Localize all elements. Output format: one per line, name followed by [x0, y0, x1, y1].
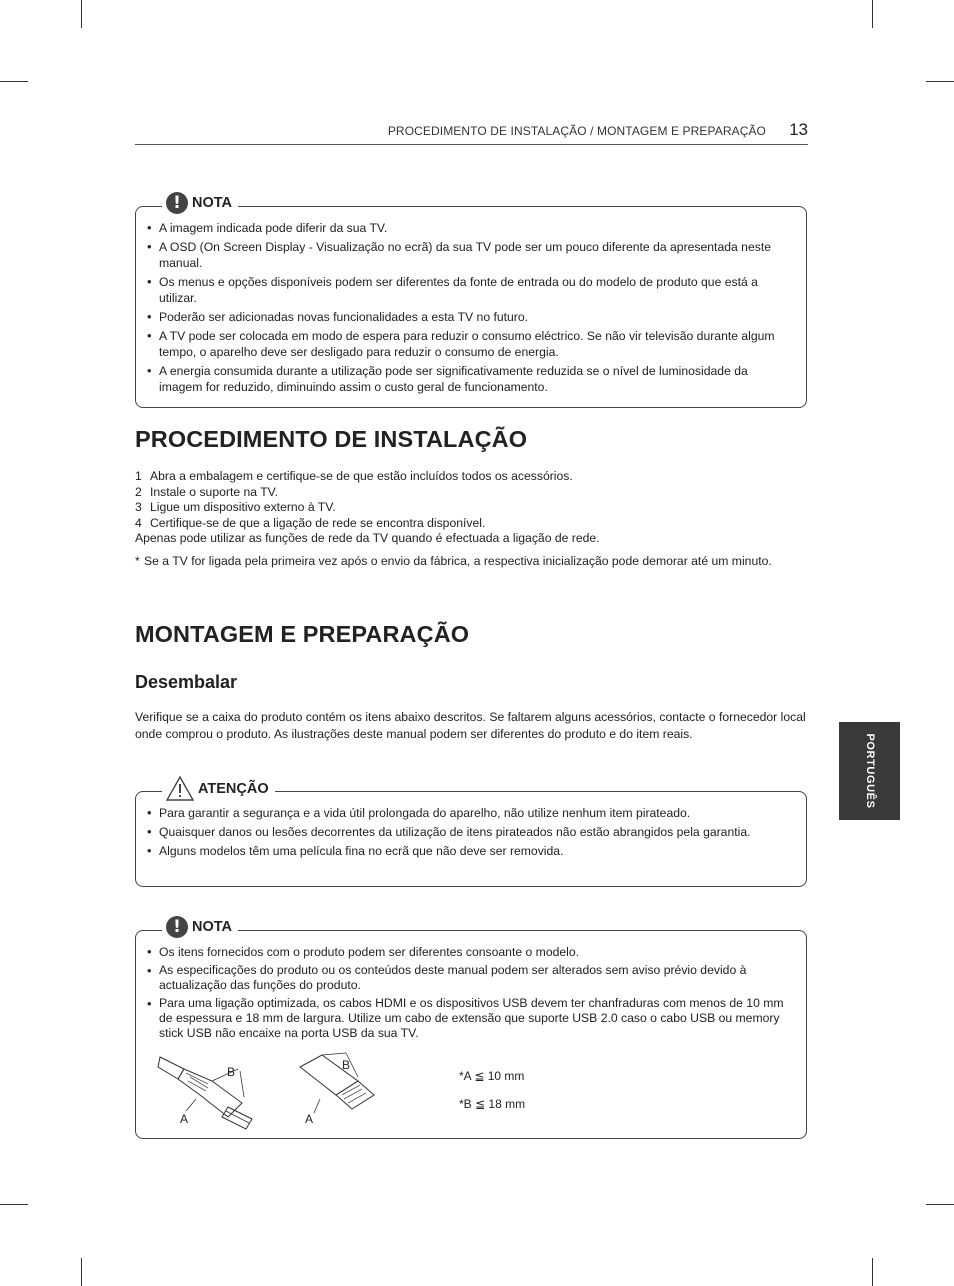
caution-list	[136, 805, 786, 862]
list-item: • Quaisquer danos ou lesões decorrentes da utilização de itens pirateados não estão abrangidos pela garantia.	[136, 824, 786, 840]
crop-mark	[926, 1204, 954, 1205]
step-item: 3 Ligue um dispositivo externo à TV.	[135, 500, 336, 514]
note-label: NOTA	[192, 195, 233, 211]
crop-mark	[872, 1258, 873, 1286]
list-item: • Para garantir a segurança e a vida útil prolongada do aparelho, não utilize nenhum item pirateado.	[136, 805, 786, 821]
install-footnote: * Se a TV for ligada pela primeira vez após o envio da fábrica, a respectiva inicialização pode demorar até um minuto.	[135, 554, 772, 568]
dimension-a-spec: *A ≦ 10 mm	[459, 1069, 525, 1083]
dimension-label-a: A	[305, 1112, 314, 1126]
step-item: 4 Certifique-se de que a ligação de rede se encontra disponível.	[135, 515, 486, 530]
exclamation-circle-icon: !	[166, 916, 188, 938]
caution-box	[135, 780, 807, 887]
step-item: 1 Abra a embalagem e certifique-se de que estão incluídos todos os acessórios.	[135, 469, 573, 483]
dimension-label-a: A	[180, 1112, 189, 1126]
list-item: • A TV pode ser colocada em modo de espera para reduzir o consumo eléctrico. Se não vir televisão durante algum tempo, o aparelho deve ser desligado para reduzir o consumo de energia.	[136, 328, 786, 360]
list-item: • A energia consumida durante a utilização pode ser significativamente reduzida se o nível de luminosidade da imagem for reduzido, diminuindo assim o custo geral de funcionamento.	[136, 363, 786, 395]
note-box-label	[162, 916, 238, 938]
crop-mark	[0, 81, 28, 82]
hdmi-cable-illustration	[156, 1051, 266, 1131]
language-tab-label: PORTUGUÊS	[863, 733, 876, 809]
note-box	[135, 193, 807, 408]
list-item: • Os menus e opções disponíveis podem ser diferentes da fonte de entrada ou do modelo de produto que está a utilizar.	[136, 274, 786, 306]
list-item: • Para uma ligação optimizada, os cabos HDMI e os dispositivos USB devem ter chanfraduras com menos de 10 mm de espessura e 18 mm de largura. Utilize um cabo de extensão que suporte USB 2.0 caso o cabo USB ou memory stick USB não encaixe na porta USB da sua TV.	[136, 996, 786, 1041]
section-title: PROCEDIMENTO DE INSTALAÇÃO / MONTAGEM E PREPARAÇÃO	[387, 124, 766, 138]
install-heading: PROCEDIMENTO DE INSTALAÇÃO	[135, 426, 528, 452]
language-tab	[839, 722, 900, 820]
note-list	[136, 944, 786, 1044]
crop-mark	[81, 0, 82, 28]
list-item: • Os itens fornecidos com o produto podem ser diferentes consoante o modelo.	[136, 944, 786, 960]
mount-heading: MONTAGEM E PREPARAÇÃO	[135, 621, 470, 647]
list-item: • Alguns modelos têm uma película fina no ecrã que não deve ser removida.	[136, 843, 786, 859]
note-box-label	[162, 192, 238, 214]
note-list	[136, 220, 786, 398]
step-continuation: Apenas pode utilizar as funções de rede da TV quando é efectuada a ligação de rede.	[135, 531, 600, 545]
dimension-label-b: B	[342, 1058, 351, 1072]
warning-triangle-icon	[166, 776, 194, 801]
list-item: • Poderão ser adicionadas novas funcionalidades a esta TV no futuro.	[136, 309, 786, 325]
crop-mark	[872, 0, 873, 28]
dimension-label-b: B	[227, 1065, 236, 1079]
page-header	[135, 118, 808, 145]
crop-mark	[81, 1258, 82, 1286]
list-item: • As especificações do produto ou os conteúdos deste manual podem ser alterados sem aviso prévio devido à actualização das funções do produto.	[136, 963, 786, 993]
caution-label: ATENÇÃO	[198, 780, 269, 797]
crop-mark	[926, 81, 954, 82]
unpack-paragraph: Verifique se a caixa do produto contém os itens abaixo descritos. Se faltarem alguns acessórios, contacte o fornecedor local onde comprou o produto. As ilustrações deste manual podem ser diferentes do produto e do item reais.	[135, 710, 806, 741]
note-label: NOTA	[192, 919, 233, 935]
crop-mark	[0, 1204, 28, 1205]
caution-box-label	[162, 776, 275, 801]
list-item: • A imagem indicada pode diferir da sua TV.	[136, 220, 786, 236]
step-item: 2 Instale o suporte na TV.	[135, 484, 279, 499]
install-steps	[135, 469, 795, 547]
list-item: • A OSD (On Screen Display - Visualização no ecrã) da sua TV pode ser um pouco diferente da apresentada neste manual.	[136, 239, 786, 271]
page-number: 13	[789, 120, 808, 139]
unpack-subheading: Desembalar	[135, 672, 238, 692]
exclamation-circle-icon: !	[166, 192, 188, 214]
dimension-b-spec: *B ≦ 18 mm	[459, 1097, 526, 1111]
note-box	[135, 917, 807, 1139]
